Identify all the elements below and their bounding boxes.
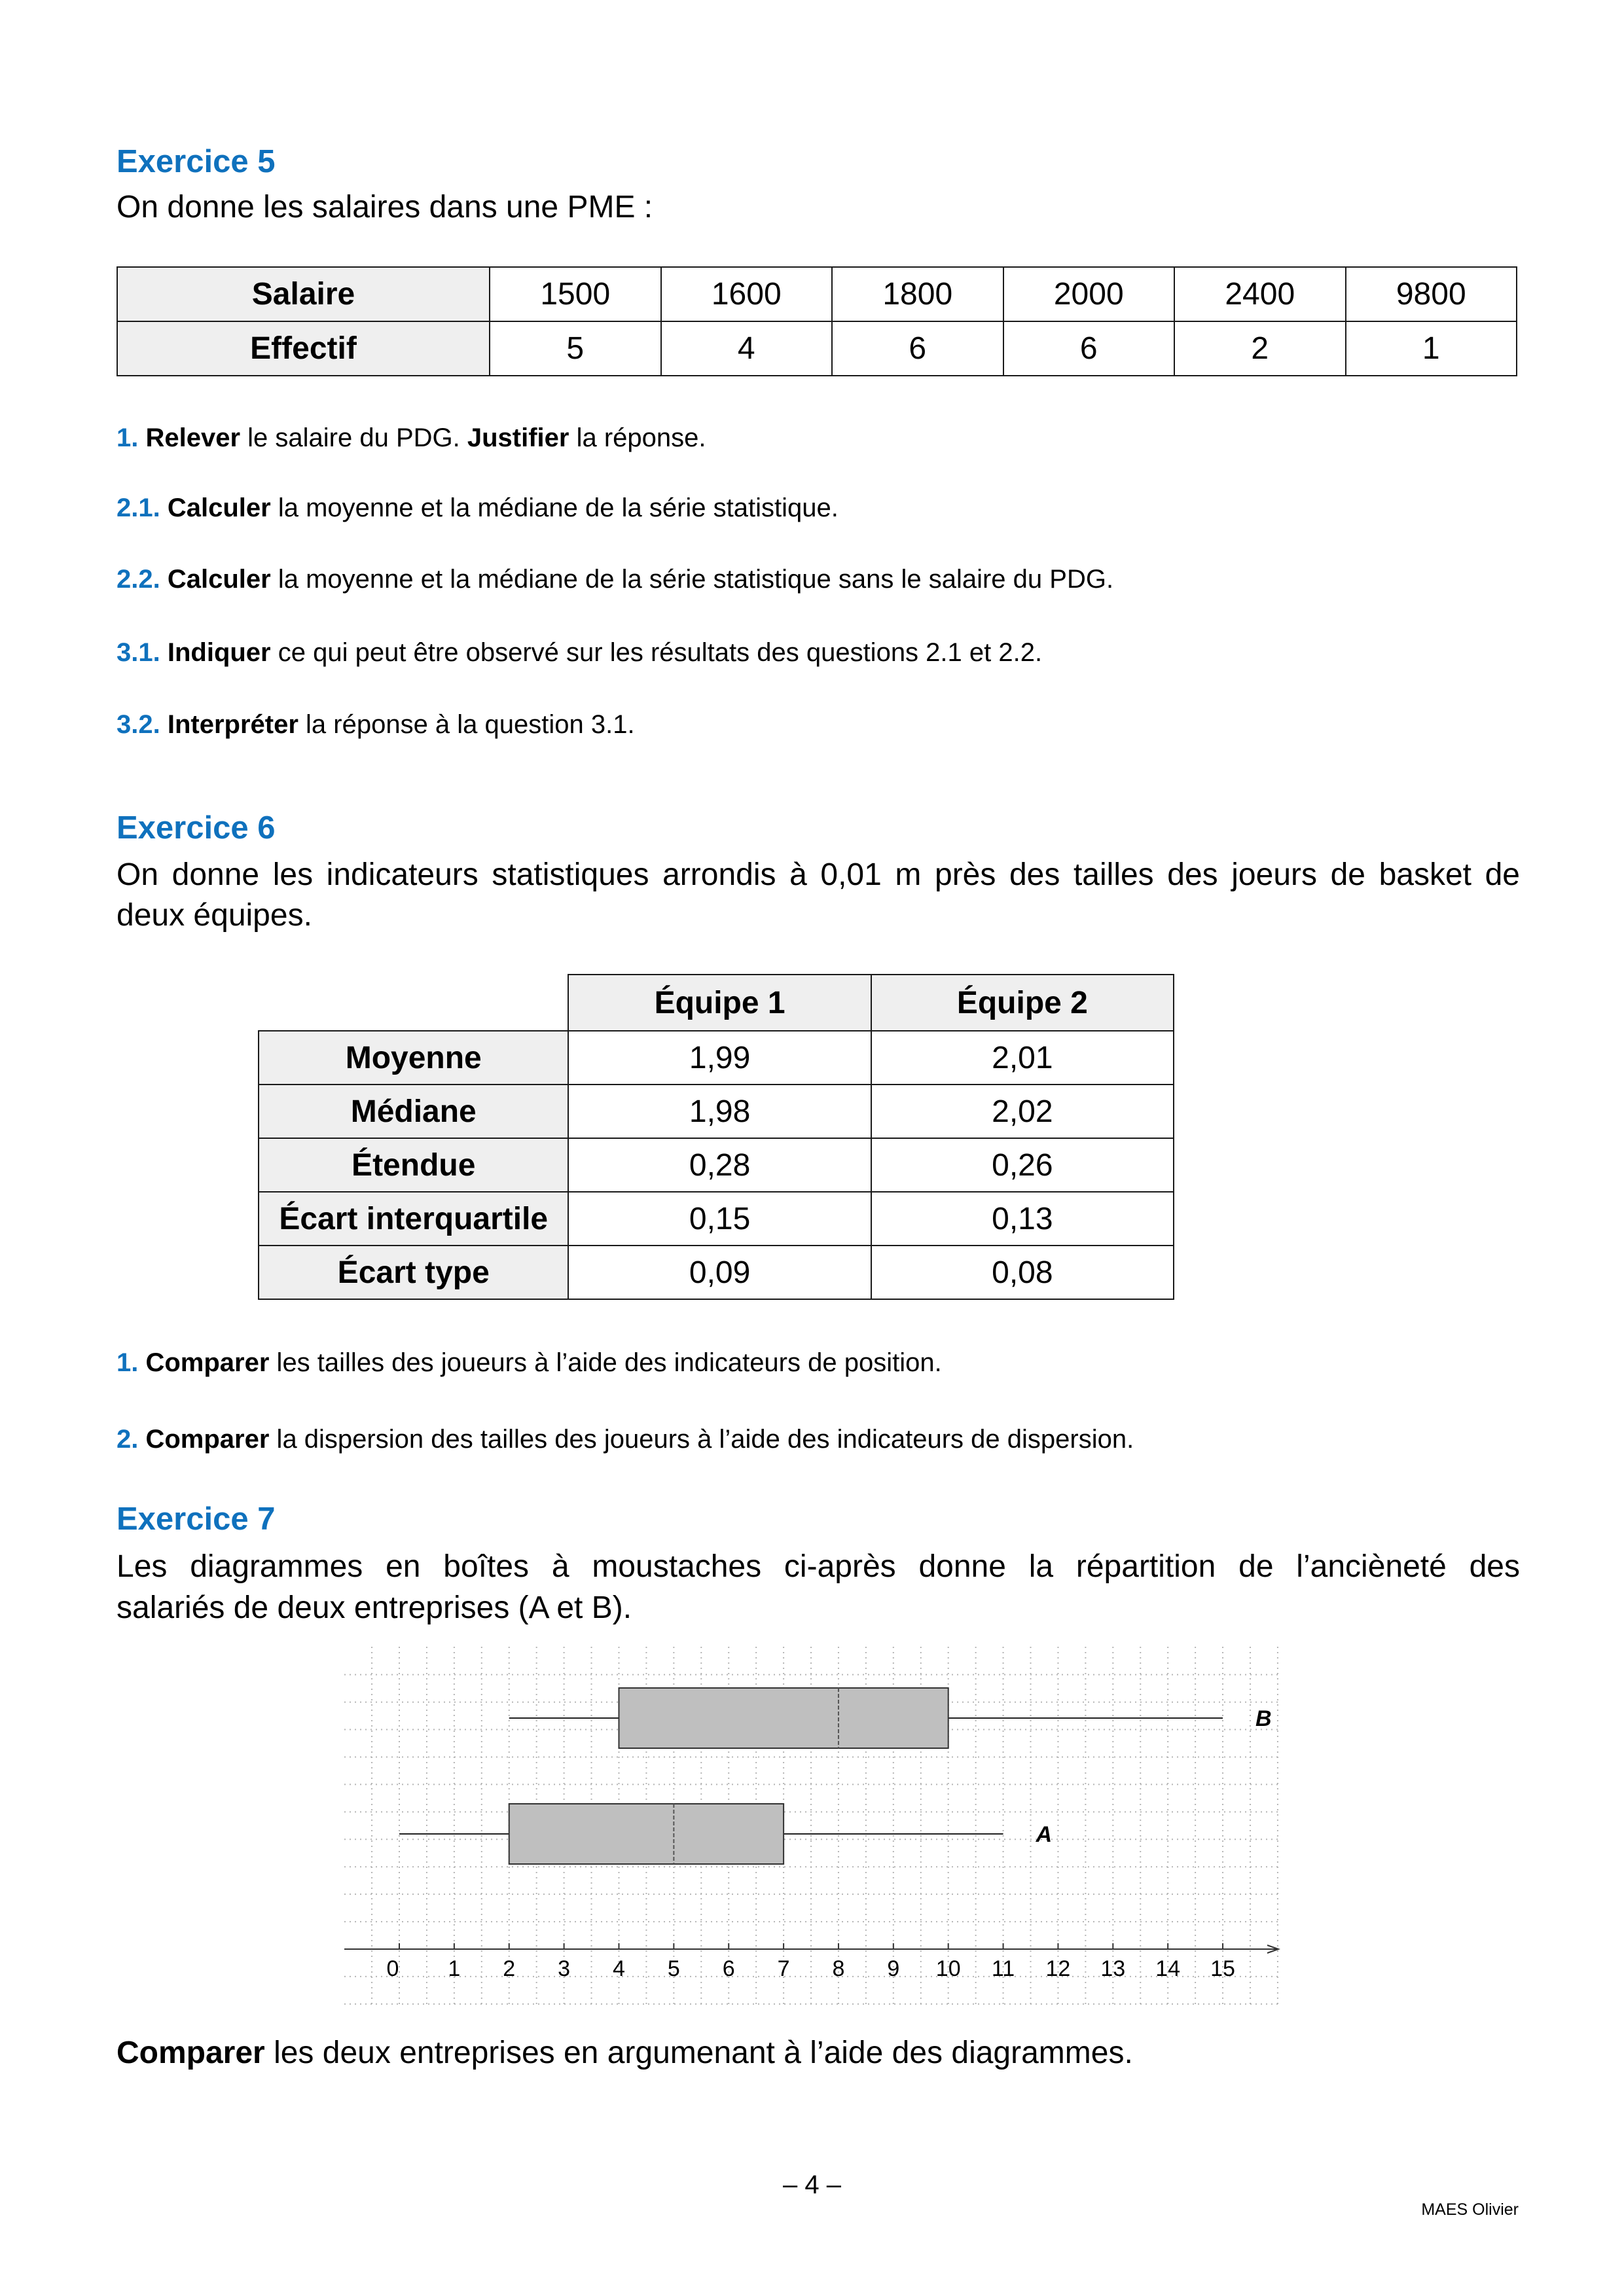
question-number: 2.2.: [117, 565, 168, 594]
question-text: la réponse à la question 3.1.: [298, 710, 635, 739]
count-cell: 6: [832, 321, 1003, 376]
row-header: Étendue: [259, 1138, 568, 1192]
salary-cell: 1500: [490, 267, 661, 321]
question-number: 1.: [117, 1348, 146, 1377]
exercise-6-title: Exercice 6: [117, 810, 276, 846]
salary-cell: 2400: [1174, 267, 1346, 321]
salary-cell: 1800: [832, 267, 1003, 321]
value-cell: 2,01: [871, 1031, 1174, 1085]
page-number: – 4 –: [783, 2170, 841, 2199]
x-tick-label: 1: [448, 1956, 461, 1981]
row-header: Écart interquartile: [259, 1192, 568, 1246]
exercise-6-intro-line-2: deux équipes.: [117, 898, 312, 933]
value-cell: 2,02: [871, 1085, 1174, 1138]
count-cell: 5: [490, 321, 661, 376]
x-tick-label: 9: [887, 1956, 900, 1981]
x-tick-label: 3: [558, 1956, 571, 1981]
question-number: 2.1.: [117, 493, 168, 522]
question-text: ce qui peut être observé sur les résultats des questions 2.1 et 2.2.: [270, 638, 1043, 667]
value-cell: 0,15: [568, 1192, 871, 1246]
question-text: la moyenne et la médiane de la série statistique sans le salaire du PDG.: [270, 565, 1114, 594]
exercise-5-title: Exercice 5: [117, 144, 276, 179]
x-tick-label: 15: [1210, 1956, 1235, 1981]
value-cell: 0,13: [871, 1192, 1174, 1246]
count-cell: 1: [1346, 321, 1517, 376]
row-header: Médiane: [259, 1085, 568, 1138]
question-verb: Indiquer: [167, 638, 271, 667]
question-text: les tailles des joueurs à l’aide des indicateurs de position.: [269, 1348, 942, 1377]
row-header: Écart type: [259, 1246, 568, 1299]
question-text: les deux entreprises en argumenant à l’aide des diagrammes.: [264, 2036, 1133, 2070]
series-label: A: [1036, 1822, 1053, 1847]
series-label: B: [1255, 1706, 1272, 1731]
exercise-6-intro-line-1: On donne les indicateurs statistiques arrondis à 0,01 m près des tailles des joeurs de basket de: [117, 857, 1520, 892]
question-number: 2.: [117, 1425, 146, 1454]
exercise-7-intro-line-1: Les diagrammes en boîtes à moustaches ci-après donne la répartition de l’ancièneté des: [117, 1549, 1520, 1584]
x-tick-label: 0: [386, 1956, 399, 1981]
x-tick-label: 4: [613, 1956, 625, 1981]
exercise-7-title: Exercice 7: [117, 1501, 276, 1537]
question-number: 3.2.: [117, 710, 168, 739]
question-text: la moyenne et la médiane de la série statistique.: [270, 493, 839, 522]
salary-cell: 2000: [1003, 267, 1175, 321]
exercise-7-question: [117, 2037, 1520, 2069]
boxplot-B: [509, 1688, 1272, 1748]
question-verb: Comparer: [145, 1425, 270, 1454]
count-cell: 6: [1003, 321, 1175, 376]
row-header-salary: Salaire: [117, 267, 490, 321]
question-verb: Calculer: [167, 565, 271, 594]
x-tick-label: 13: [1100, 1956, 1126, 1981]
question-text: la dispersion des tailles des joueurs à l’aide des indicateurs de dispersion.: [269, 1425, 1134, 1454]
x-tick-label: 12: [1045, 1956, 1071, 1981]
x-tick-label: 7: [777, 1956, 790, 1981]
x-tick-label: 14: [1155, 1956, 1181, 1981]
value-cell: 0,26: [871, 1138, 1174, 1192]
question-verb: Comparer: [145, 1348, 270, 1377]
x-tick-label: 2: [503, 1956, 516, 1981]
boxplot-A: [399, 1804, 1052, 1864]
x-tick-label: 6: [722, 1956, 735, 1981]
value-cell: 0,08: [871, 1246, 1174, 1299]
x-tick-label: 5: [667, 1956, 680, 1981]
value-cell: 0,09: [568, 1246, 871, 1299]
salary-cell: 9800: [1346, 267, 1517, 321]
question-verb: Comparer: [117, 2036, 265, 2070]
count-cell: 2: [1174, 321, 1346, 376]
question-number: 1.: [117, 423, 146, 452]
question-number: 3.1.: [117, 638, 168, 667]
value-cell: 1,98: [568, 1085, 871, 1138]
box-B: [619, 1688, 948, 1748]
x-tick-label: 11: [991, 1956, 1015, 1981]
question-text: le salaire du PDG.: [240, 423, 467, 452]
exercise-5-intro: On donne les salaires dans une PME :: [117, 190, 653, 224]
row-header: Moyenne: [259, 1031, 568, 1085]
row-header-count: Effectif: [117, 321, 490, 376]
exercise-7-intro-line-2: salariés de deux entreprises (A et B).: [117, 1590, 632, 1625]
box-A: [509, 1804, 784, 1864]
boxplots: [399, 1688, 1272, 1864]
question-verb: Calculer: [167, 493, 271, 522]
value-cell: 0,28: [568, 1138, 871, 1192]
value-cell: 1,99: [568, 1031, 871, 1085]
author-name: MAES Olivier: [1421, 2200, 1519, 2219]
question-verb: Justifier: [467, 423, 569, 452]
question-verb: Relever: [145, 423, 241, 452]
count-cell: 4: [661, 321, 833, 376]
question-verb: Interpréter: [167, 710, 298, 739]
salary-cell: 1600: [661, 267, 833, 321]
column-header-team-1: Équipe 1: [568, 975, 871, 1031]
question-text: la réponse.: [569, 423, 706, 452]
x-tick-label: 8: [832, 1956, 845, 1981]
x-tick-label: 10: [935, 1956, 961, 1981]
column-header-team-2: Équipe 2: [871, 975, 1174, 1031]
